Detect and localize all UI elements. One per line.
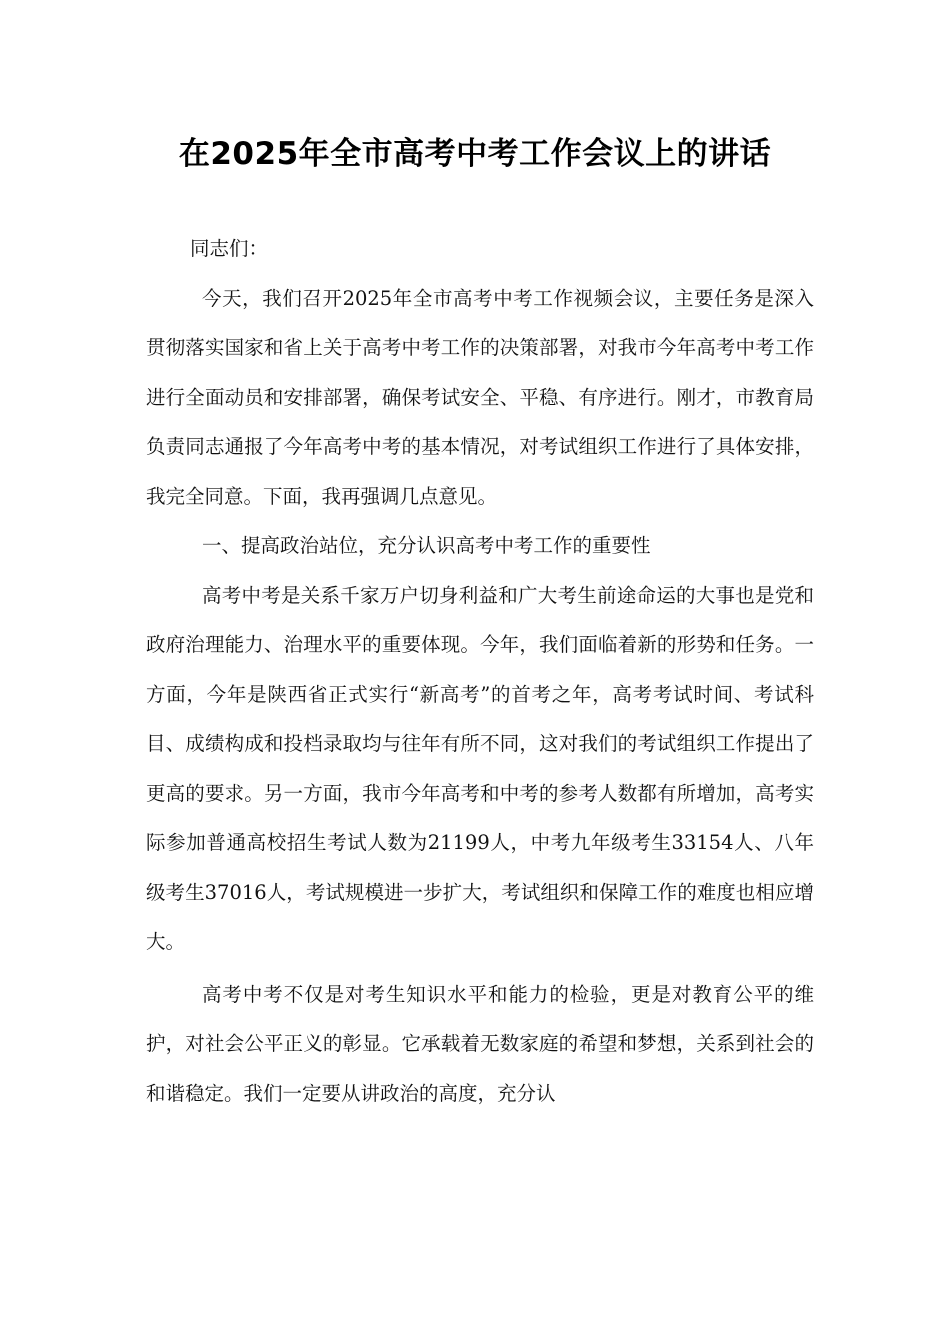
paragraph-significance: 高考中考是关系千家万户切身利益和广大考生前途命运的大事也是党和政府治理能力、治理水平的重要体现。今年，我们面临着新的形势和任务。一方面，今年是陕西省正式实行“新高考”的首考之年，高考考试时间、考试科目、成绩构成和投档录取均与往年有所不同，这对我们的考试组织工作提出了更高的要求。另一方面，我市今年高考和中考的参考人数都有所增加，高考实际参加普通高校招生考试人数为21199人，中考九年级考生33154人、八年级考生37016人，考试规模进一步扩大，考试组织和保障工作的难度也相应增大。 bbox=[146, 583, 814, 953]
document-title: 在2025年全市高考中考工作会议上的讲话 bbox=[178, 136, 772, 172]
paragraph-intro: 今天，我们召开2025年全市高考中考工作视频会议，主要任务是深入贯彻落实国家和省上关于高考中考工作的决策部署，对我市今年高考中考工作进行全面动员和安排部署，确保考试安全、平稳、有序进行。刚才，市教育局负责同志通报了今年高考中考的基本情况，对考试组织工作进行了具体安排，我完全同意。下面，我再强调几点意见。 bbox=[146, 286, 814, 508]
section-heading-1: 一、提高政治站位，充分认识高考中考工作的重要性 bbox=[202, 534, 651, 557]
document-body bbox=[146, 224, 814, 1118]
salutation: 同志们： bbox=[190, 237, 269, 260]
paragraph-fairness: 高考中考不仅是对考生知识水平和能力的检验，更是对教育公平的维护，对社会公平正义的彰显。它承载着无数家庭的希望和梦想，关系到社会的和谐稳定。我们一定要从讲政治的高度，充分认 bbox=[146, 982, 814, 1105]
